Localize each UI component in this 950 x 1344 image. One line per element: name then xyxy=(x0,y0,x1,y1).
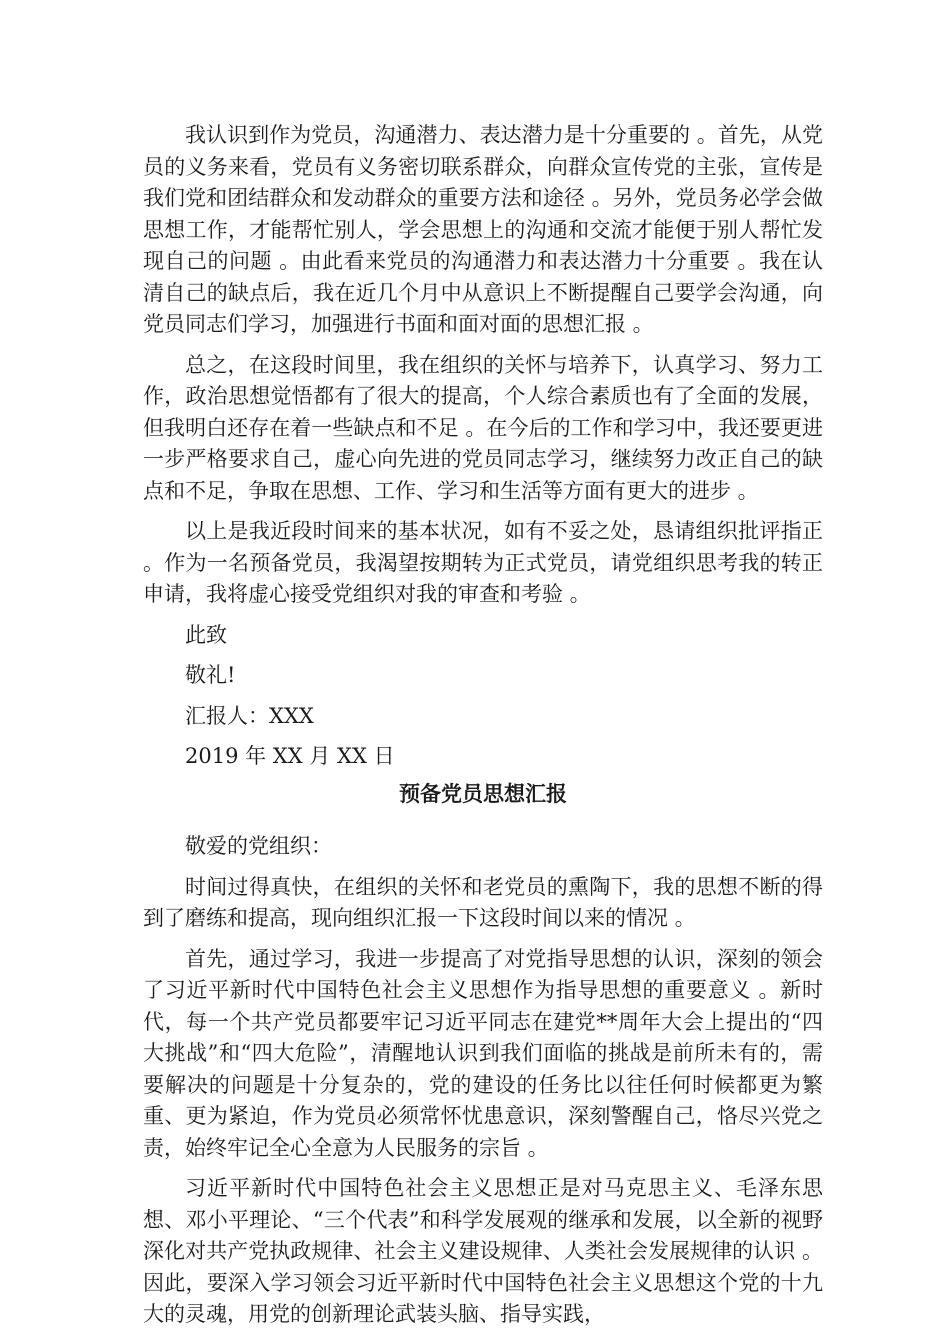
salutation: 敬爱的党组织： xyxy=(185,834,332,858)
closing-ci-zhi: 此致 xyxy=(185,622,227,647)
paragraph-summary: 总之，在这段时间里，我在组织的关怀与培养下，认真学习、努力工作，政治思想觉悟都有了很大的提高，个人综合素质也有了全面的发展，但我明白还存在着一些缺点和不足 。在今后的工作和学习中，我还要更进一步严格要求自己，虚心向先进的党员同志学习，继续努力改正自己的缺点和不足，争取在思想、工作、学习和生活等方面有更大的进步 。 xyxy=(143,352,823,503)
closing-date: 2019 年 XX 月 XX 日 xyxy=(185,744,395,768)
document-body xyxy=(143,120,823,1340)
paragraph-intro: 时间过得真快，在组织的关怀和老党员的熏陶下，我的思想不断的得到了磨练和提高，现向组织汇报一下这段时间以来的情况 。 xyxy=(143,874,823,930)
closing-reporter: 汇报人：XXX xyxy=(185,703,314,728)
report-title: 预备党员思想汇报 xyxy=(399,780,567,806)
paragraph-theory: 习近平新时代中国特色社会主义思想正是对马克思主义、毛泽东思想、邓小平理论、“三个代表”和科学发展观的继承和发展，以全新的视野深化对共产党执政规律、社会主义建设规律、人类社会发展规律的认识 。因此，要深入学习领会习近平新时代中国特色社会主义思想这个党的十九大的灵魂，用党的创新理论武装头脑、指导实践， xyxy=(143,1176,823,1326)
closing-jing-li: 敬礼! xyxy=(185,663,236,687)
paragraph-conclusion: 以上是我近段时间来的基本状况，如有不妥之处，恳请组织批评指正 。作为一名预备党员，我渴望按期转为正式党员，请党组织思考我的转正申请，我将虚心接受党组织对我的审查和考验 。 xyxy=(143,519,823,606)
paragraph-first: 首先，通过学习，我进一步提高了对党指导思想的认识，深刻的领会了习近平新时代中国特色社会主义思想作为指导思想的重要意义 。新时代，每一个共产党员都要牢记习近平同志在建党**周年大会上提出的“四大挑战”和“四大危险”，清醒地认识到我们面临的挑战是前所未有的，需要解决的问题是十分复杂的，党的建设的任务比以往任何时候都更为繁重、更为紧迫，作为党员必须常怀忧患意识，深刻警醒自己，恪尽兴党之责，始终牢记全心全意为人民服务的宗旨 。 xyxy=(143,946,823,1160)
paragraph-communication: 我认识到作为党员，沟通潜力、表达潜力是十分重要的 。首先，从党员的义务来看，党员有义务密切联系群众，向群众宣传党的主张，宣传是我们党和团结群众和发动群众的重要方法和途径 。另外，党员务必学会做思想工作，才能帮忙别人，学会思想上的沟通和交流才能便于别人帮忙发现自己的问题 。由此看来党员的沟通潜力和表达潜力十分重要 。我在认清自己的缺点后，我在近几个月中从意识上不断提醒自己要学会沟通，向党员同志们学习，加强进行书面和面对面的思想汇报 。 xyxy=(143,123,823,336)
